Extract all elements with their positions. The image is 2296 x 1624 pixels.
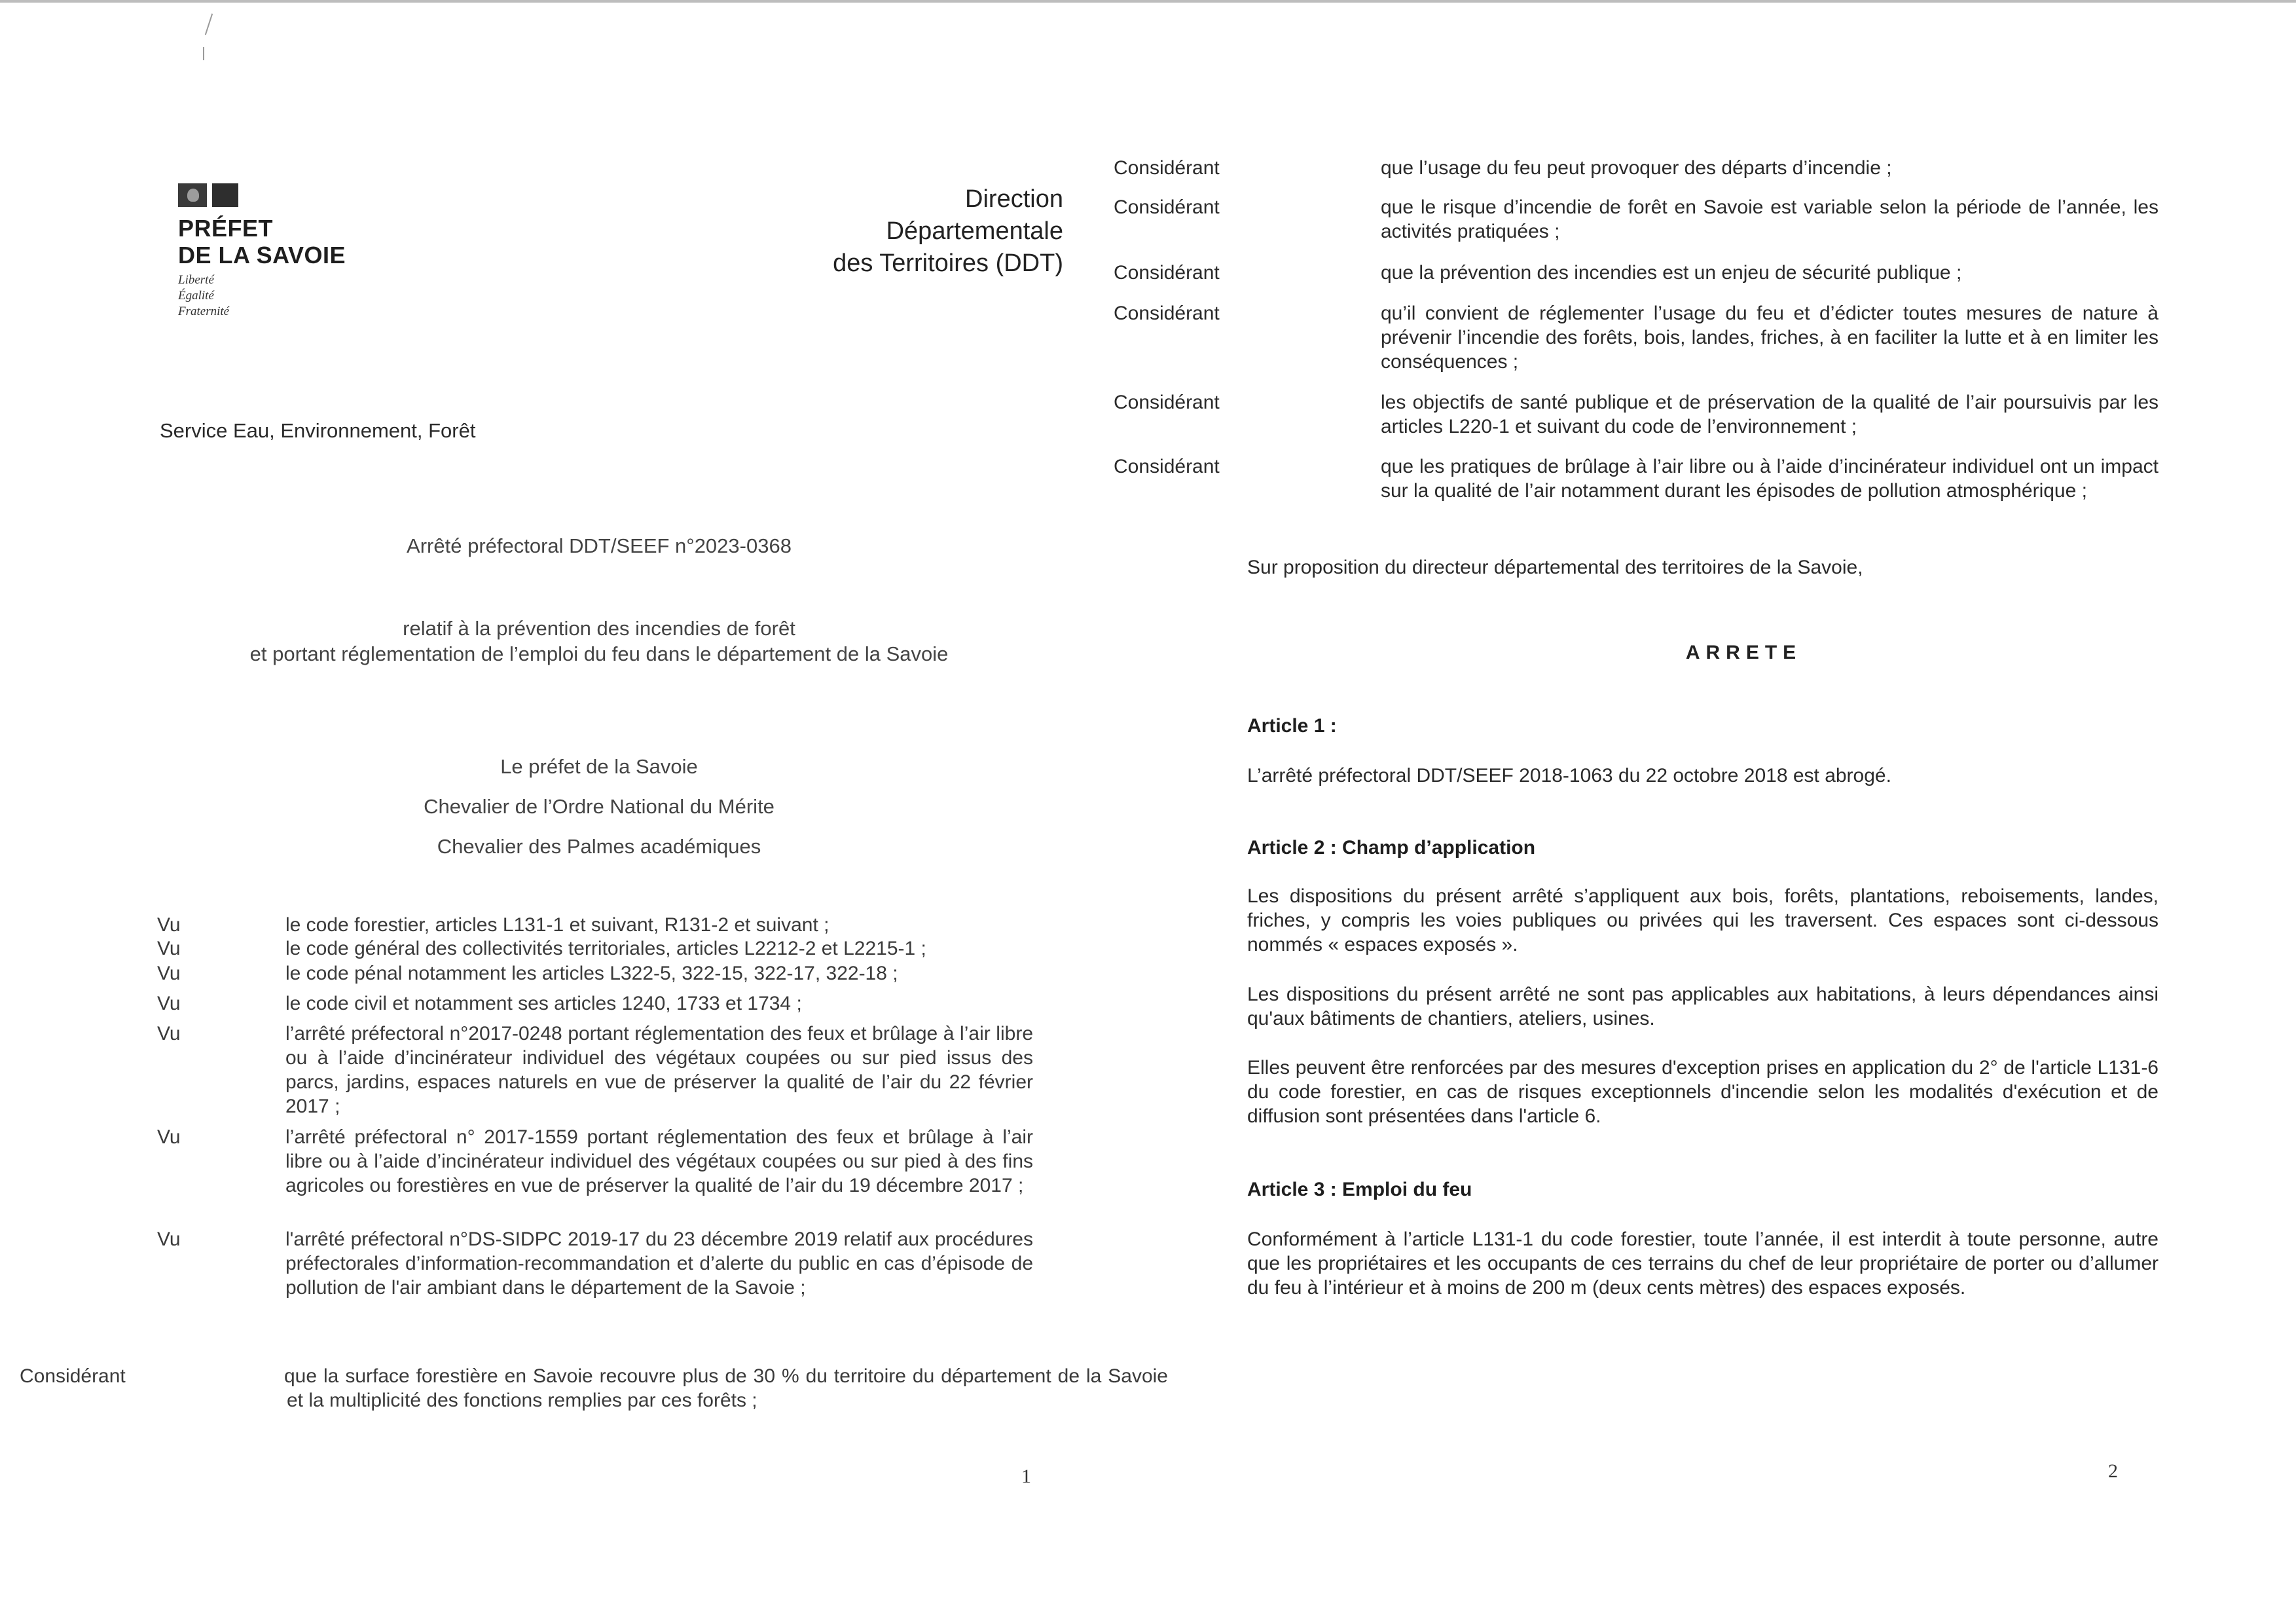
considerant-label: Considérant xyxy=(1114,157,1220,179)
considerant-text: que l’usage du feu peut provoquer des départs d’incendie ; xyxy=(1381,157,1892,179)
considerant-item xyxy=(1114,261,2159,285)
logo-motto xyxy=(178,272,394,320)
vu-text: l’arrêté préfectoral n°2017-0248 portant réglementation des feux et brûlage à l’air libre ou à l’aide d’incinérateur individuel des végétaux coupées ou sur pied issus des parcs, jardins, espaces naturels en vue de préserver la qualité de l’air du 22 février 2017 ; xyxy=(285,1023,1033,1117)
article-2-paragraph: Les dispositions du présent arrêté ne sont pas applicables aux habitations, à leurs dépendances ainsi qu'aux bâtiments de chantiers, ateliers, usines. xyxy=(1247,984,2159,1029)
direction-line: Départementale xyxy=(886,217,1063,245)
considerant-item xyxy=(1114,301,2159,374)
service-name: Service Eau, Environnement, Forêt xyxy=(160,419,476,442)
vu-text: l'arrêté préfectoral n°DS-SIDPC 2019-17 du 23 décembre 2019 relatif aux procédures préfectorales d’information-recommandation et d’alerte du public en cas d’épisode de pollution de l'air ambiant dans le département de la Savoie ; xyxy=(285,1228,1033,1299)
prefet-titles xyxy=(0,747,1198,866)
considerant-label: Considérant xyxy=(1114,196,1220,218)
subject-line: relatif à la prévention des incendies de forêt xyxy=(403,617,795,640)
article-3-text: Conformément à l’article L131-1 du code forestier, toute l’année, il est interdit à toute personne, autre que les propriétaires et les occupants de ces terrains du chef de leur propriétaire de porter ou d’allumer du feu à l’intérieur et à moins de 200 m (deux cents mètres) des espaces exposés. xyxy=(1247,1228,2159,1299)
proposition-text: Sur proposition du directeur départemental des territoires de la Savoie, xyxy=(1247,557,1863,578)
vu-text: le code général des collectivités territoriales, articles L2212-2 et L2215-1 ; xyxy=(285,938,926,959)
logo-line-2: DE LA SAVOIE xyxy=(178,242,346,268)
article-2-paragraph: Les dispositions du présent arrêté s’appliquent aux bois, forêts, plantations, reboisements, landes, friches, y compris les voies publiques ou privées qui les traversent. Ces espaces sont ci-dessous nommés « espaces exposés ». xyxy=(1247,885,2159,955)
considerant-label: Considérant xyxy=(1114,392,1220,413)
vu-item xyxy=(157,1227,1033,1300)
vu-item xyxy=(157,1022,1033,1118)
vu-item xyxy=(157,991,1033,1016)
vu-label: Vu xyxy=(157,914,181,936)
article-3-title: Article 3 : Emploi du feu xyxy=(1247,1179,1472,1200)
vu-label: Vu xyxy=(157,1126,181,1148)
considerant-label: Considérant xyxy=(1114,303,1220,324)
prefet-logo xyxy=(178,183,394,320)
considerant-label: Considérant xyxy=(1114,456,1220,477)
article-2-paragraph: Elles peuvent être renforcées par des mesures d'exception prises en application du 2° de l'article L131-6 du code forestier, en cas de risques exceptionnels d'incendie selon les modalités d'exécution et de diffusion sont présentées dans l'article 6. xyxy=(1247,1057,2159,1127)
considerant-label: Considérant xyxy=(1114,262,1220,284)
vu-text: le code civil et notamment ses articles 1240, 1733 et 1734 ; xyxy=(285,993,802,1014)
arrete-subject xyxy=(0,616,1198,667)
page-2 xyxy=(1114,0,2296,1624)
considerant-item xyxy=(20,1364,1168,1412)
direction-header xyxy=(833,183,1063,280)
subject-line: et portant réglementation de l’emploi du feu dans le département de la Savoie xyxy=(249,642,949,665)
arrete-reference: Arrêté préfectoral DDT/SEEF n°2023-0368 xyxy=(407,534,792,557)
arrete-heading: ARRETE xyxy=(1685,642,1802,663)
motto-liberte: Liberté xyxy=(178,273,214,287)
considerant-text: que la prévention des incendies est un enjeu de sécurité publique ; xyxy=(1381,262,1962,284)
vu-label: Vu xyxy=(157,1023,181,1044)
page-number: 2 xyxy=(2108,1460,2118,1482)
prefet-line: Chevalier des Palmes académiques xyxy=(437,835,761,858)
considerant-text: les objectifs de santé publique et de préservation de la qualité de l’air poursuivis par les articles L220-1 et suivant du code de l’environnement ; xyxy=(1381,392,2159,437)
direction-line: des Territoires (DDT) xyxy=(833,249,1063,277)
prefet-line: Chevalier de l’Ordre National du Mérite xyxy=(424,795,774,818)
vu-text: le code pénal notamment les articles L322-5, 322-15, 322-17, 322-18 ; xyxy=(285,963,898,984)
prefet-line: Le préfet de la Savoie xyxy=(500,755,698,778)
motto-fraternite: Fraternité xyxy=(178,304,230,318)
considerant-label: Considérant xyxy=(20,1365,126,1387)
considerant-text: qu’il convient de réglementer l’usage du feu et d’édicter toutes mesures de nature à prévenir l’incendie des forêts, bois, landes, friches, à en faciliter la lutte et à en limiter les conséquences ; xyxy=(1381,303,2159,373)
article-1-title: Article 1 : xyxy=(1247,715,1337,737)
vu-item xyxy=(157,936,1033,961)
vu-item xyxy=(157,961,1033,986)
considerant-item xyxy=(1114,195,2159,244)
direction-line: Direction xyxy=(965,185,1063,213)
considerant-text: que les pratiques de brûlage à l’air libre ou à l’aide d’incinérateur individuel ont un impact sur la qualité de l’air notamment durant les épisodes de pollution atmosphérique ; xyxy=(1381,456,2159,502)
logo-line-1: PRÉFET xyxy=(178,215,274,242)
vu-label: Vu xyxy=(157,938,181,959)
vu-label: Vu xyxy=(157,963,181,984)
vu-text: le code forestier, articles L131-1 et suivant, R131-2 et suivant ; xyxy=(285,914,829,936)
considerant-item xyxy=(1114,156,2159,180)
motto-egalite: Égalité xyxy=(178,289,214,303)
article-2-title: Article 2 : Champ d’application xyxy=(1247,837,1536,858)
considerant-item xyxy=(1114,454,2159,503)
page-number: 1 xyxy=(1021,1466,1031,1487)
considerant-text: que le risque d’incendie de forêt en Savoie est variable selon la période de l’année, les activités pratiquées ; xyxy=(1381,196,2159,242)
vu-label: Vu xyxy=(157,1228,181,1250)
considerant-item xyxy=(1114,390,2159,439)
vu-item xyxy=(157,1125,1033,1198)
vu-label: Vu xyxy=(157,993,181,1014)
vu-item xyxy=(157,913,1033,937)
article-1-text: L’arrêté préfectoral DDT/SEEF 2018-1063 du 22 octobre 2018 est abrogé. xyxy=(1247,765,1891,786)
considerant-text: que la surface forestière en Savoie recouvre plus de 30 % du territoire du département de la Savoie et la multiplicité des fonctions remplies par ces forêts ; xyxy=(284,1365,1168,1411)
marianne-logo-icon xyxy=(178,183,394,207)
vu-text: l’arrêté préfectoral n° 2017-1559 portant réglementation des feux et brûlage à l’air libre ou à l’aide d’incinérateur individuel des végétaux coupées ou sur pied à des fins agricoles ou forestières en vue de préserver la qualité de l’air du 19 décembre 2017 ; xyxy=(285,1126,1033,1196)
